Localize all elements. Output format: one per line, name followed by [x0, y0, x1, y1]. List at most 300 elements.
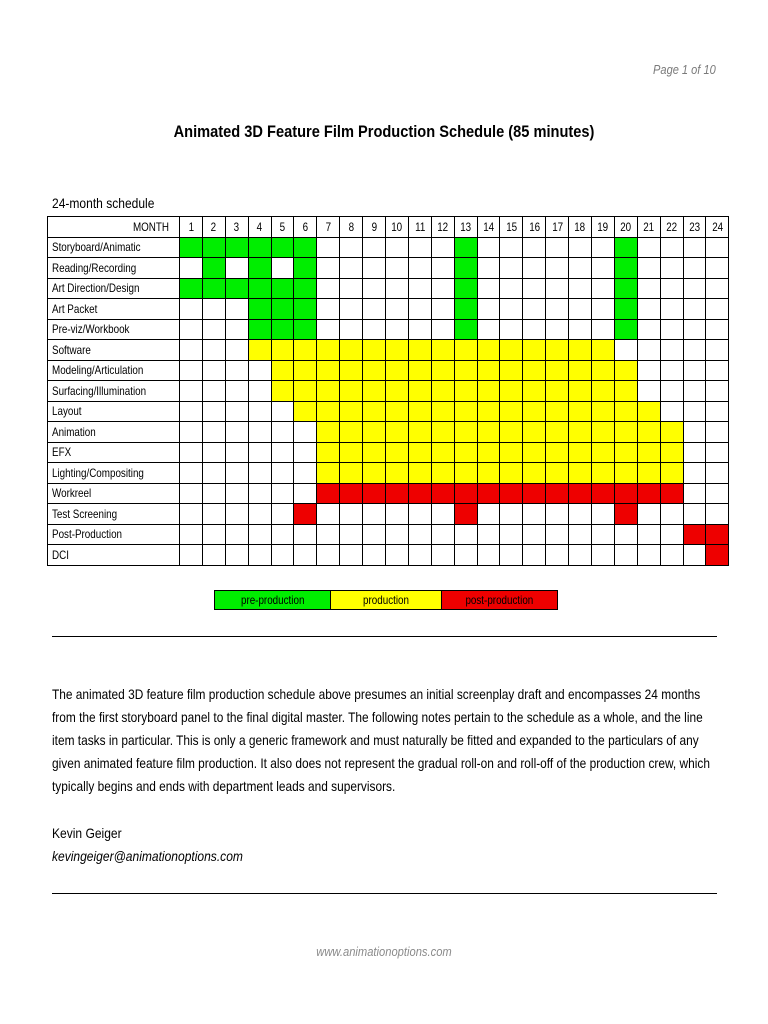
schedule-cell [363, 422, 386, 443]
schedule-cell [569, 360, 592, 381]
schedule-cell [660, 299, 683, 320]
schedule-cell [569, 278, 592, 299]
schedule-cell [660, 545, 683, 566]
schedule-cell [340, 524, 363, 545]
schedule-cell [454, 463, 477, 484]
month-header-cell: 3 [225, 217, 248, 238]
schedule-cell [202, 258, 225, 279]
schedule-cell [271, 237, 294, 258]
schedule-cell [202, 545, 225, 566]
schedule-cell [408, 545, 431, 566]
schedule-cell [706, 278, 729, 299]
schedule-cell [202, 422, 225, 443]
task-row [48, 278, 729, 299]
schedule-cell [546, 504, 569, 525]
schedule-cell [614, 483, 637, 504]
schedule-cell [180, 360, 203, 381]
schedule-cell [294, 258, 317, 279]
schedule-cell [340, 422, 363, 443]
schedule-cell [271, 422, 294, 443]
schedule-cell [225, 442, 248, 463]
schedule-cell [340, 299, 363, 320]
schedule-cell [523, 442, 546, 463]
schedule-cell [431, 299, 454, 320]
schedule-cell [180, 299, 203, 320]
schedule-cell [477, 258, 500, 279]
schedule-cell [454, 524, 477, 545]
schedule-cell [271, 319, 294, 340]
month-header-cell: 22 [660, 217, 683, 238]
schedule-cell [683, 504, 706, 525]
schedule-cell [477, 504, 500, 525]
schedule-cell [294, 442, 317, 463]
schedule-cell [477, 442, 500, 463]
schedule-cell [180, 258, 203, 279]
schedule-cell [363, 483, 386, 504]
schedule-cell [546, 360, 569, 381]
month-header-cell: 7 [317, 217, 340, 238]
schedule-cell [225, 278, 248, 299]
schedule-cell [592, 360, 615, 381]
schedule-cell [340, 483, 363, 504]
schedule-cell [248, 360, 271, 381]
schedule-cell [340, 545, 363, 566]
task-row [48, 463, 729, 484]
schedule-cell [363, 524, 386, 545]
schedule-cell [546, 319, 569, 340]
task-row [48, 545, 729, 566]
schedule-cell [546, 422, 569, 443]
schedule-cell [180, 545, 203, 566]
schedule-cell [683, 381, 706, 402]
schedule-cell [248, 545, 271, 566]
schedule-cell [614, 524, 637, 545]
schedule-cell [271, 504, 294, 525]
schedule-cell [523, 237, 546, 258]
schedule-cell [546, 483, 569, 504]
schedule-cell [523, 545, 546, 566]
schedule-cell [569, 319, 592, 340]
schedule-cell [614, 504, 637, 525]
schedule-cell [454, 401, 477, 422]
schedule-cell [225, 340, 248, 361]
schedule-cell [386, 422, 409, 443]
schedule-cell [225, 319, 248, 340]
schedule-cell [271, 524, 294, 545]
schedule-cell [202, 237, 225, 258]
schedule-cell [683, 545, 706, 566]
schedule-cell [408, 463, 431, 484]
schedule-cell [317, 422, 340, 443]
schedule-cell [248, 483, 271, 504]
schedule-cell [363, 463, 386, 484]
schedule-cell [317, 483, 340, 504]
schedule-cell [546, 463, 569, 484]
schedule-cell [523, 381, 546, 402]
schedule-cell [500, 360, 523, 381]
schedule-cell [477, 483, 500, 504]
schedule-cell [592, 278, 615, 299]
schedule-cell [202, 524, 225, 545]
schedule-cell [202, 504, 225, 525]
schedule-cell [500, 422, 523, 443]
schedule-cell [431, 442, 454, 463]
schedule-cell [683, 360, 706, 381]
schedule-cell [408, 319, 431, 340]
schedule-cell [431, 258, 454, 279]
schedule-cell [569, 545, 592, 566]
schedule-cell [248, 299, 271, 320]
task-label: Art Packet [48, 299, 180, 320]
schedule-cell [340, 442, 363, 463]
schedule-cell [386, 278, 409, 299]
task-label: Reading/Recording [48, 258, 180, 279]
task-label: Pre-viz/Workbook [48, 319, 180, 340]
schedule-cell [477, 545, 500, 566]
schedule-cell [202, 463, 225, 484]
schedule-cell [546, 442, 569, 463]
schedule-cell [340, 401, 363, 422]
schedule-cell [248, 504, 271, 525]
schedule-cell [592, 504, 615, 525]
schedule-cell [454, 442, 477, 463]
schedule-cell [317, 340, 340, 361]
schedule-cell [363, 299, 386, 320]
schedule-cell [294, 463, 317, 484]
task-label: DCI [48, 545, 180, 566]
schedule-cell [408, 340, 431, 361]
schedule-cell [706, 483, 729, 504]
schedule-cell [637, 360, 660, 381]
schedule-cell [569, 299, 592, 320]
schedule-cell [523, 319, 546, 340]
schedule-cell [408, 442, 431, 463]
schedule-cell [637, 340, 660, 361]
schedule-cell [592, 401, 615, 422]
month-header-cell: 14 [477, 217, 500, 238]
schedule-cell [294, 360, 317, 381]
schedule-cell [546, 340, 569, 361]
schedule-cell [592, 299, 615, 320]
task-row [48, 401, 729, 422]
task-row [48, 483, 729, 504]
schedule-cell [683, 319, 706, 340]
schedule-cell [683, 442, 706, 463]
month-header-cell: 6 [294, 217, 317, 238]
schedule-cell [408, 278, 431, 299]
schedule-cell [180, 319, 203, 340]
schedule-cell [317, 545, 340, 566]
task-row [48, 360, 729, 381]
schedule-cell [523, 258, 546, 279]
schedule-cell [454, 483, 477, 504]
schedule-cell [225, 422, 248, 443]
month-header-row [48, 217, 729, 238]
schedule-cell [248, 258, 271, 279]
schedule-cell [386, 340, 409, 361]
schedule-cell [523, 340, 546, 361]
schedule-cell [637, 483, 660, 504]
schedule-cell [340, 319, 363, 340]
schedule-cell [614, 360, 637, 381]
schedule-cell [202, 401, 225, 422]
schedule-cell [546, 381, 569, 402]
month-header-cell: 18 [569, 217, 592, 238]
schedule-cell [386, 319, 409, 340]
schedule-cell [248, 422, 271, 443]
schedule-cell [248, 319, 271, 340]
schedule-cell [248, 442, 271, 463]
schedule-cell [431, 401, 454, 422]
schedule-cell [706, 504, 729, 525]
month-header-cell: 2 [202, 217, 225, 238]
schedule-cell [683, 278, 706, 299]
month-header-cell: 15 [500, 217, 523, 238]
task-label: EFX [48, 442, 180, 463]
schedule-cell [386, 504, 409, 525]
description-paragraph: The animated 3D feature film production schedule above presumes an initial screenplay draft and encompasses 24 months from the first storyboard panel to the final digital master. The following notes pertain to the schedule as a whole, and the line item tasks in particular. This is only a generic framework and must naturally be fitted and expanded to the particulars of any given animated feature film production. It also does not represent the gradual roll-on and roll-off of the production crew, which typically begins and ends with department leads and supervisors. [52, 686, 710, 794]
schedule-cell [454, 545, 477, 566]
schedule-cell [386, 483, 409, 504]
task-label: Test Screening [48, 504, 180, 525]
schedule-cell [454, 278, 477, 299]
schedule-cell [408, 237, 431, 258]
schedule-cell [386, 360, 409, 381]
schedule-cell [271, 278, 294, 299]
schedule-cell [317, 401, 340, 422]
schedule-cell [180, 442, 203, 463]
schedule-cell [225, 381, 248, 402]
schedule-cell [614, 299, 637, 320]
schedule-cell [569, 524, 592, 545]
schedule-cell [683, 258, 706, 279]
schedule-cell [660, 504, 683, 525]
schedule-cell [294, 545, 317, 566]
schedule-cell [271, 258, 294, 279]
schedule-cell [454, 340, 477, 361]
schedule-cell [363, 319, 386, 340]
schedule-cell [386, 524, 409, 545]
month-header-cell: 13 [454, 217, 477, 238]
schedule-cell [408, 299, 431, 320]
month-header-cell: 4 [248, 217, 271, 238]
schedule-cell [592, 545, 615, 566]
schedule-cell [614, 278, 637, 299]
schedule-cell [340, 258, 363, 279]
schedule-cell [546, 545, 569, 566]
schedule-cell [546, 524, 569, 545]
schedule-cell [546, 278, 569, 299]
schedule-cell [477, 463, 500, 484]
schedule-cell [180, 278, 203, 299]
schedule-cell [340, 504, 363, 525]
schedule-cell [683, 237, 706, 258]
schedule-cell [271, 340, 294, 361]
schedule-cell [271, 483, 294, 504]
schedule-cell [386, 401, 409, 422]
schedule-cell [294, 483, 317, 504]
schedule-cell [317, 299, 340, 320]
schedule-cell [431, 504, 454, 525]
schedule-cell [569, 237, 592, 258]
schedule-cell [248, 463, 271, 484]
schedule-cell [386, 545, 409, 566]
schedule-cell [225, 299, 248, 320]
schedule-cell [592, 422, 615, 443]
schedule-cell [454, 299, 477, 320]
schedule-cell [660, 381, 683, 402]
schedule-cell [637, 504, 660, 525]
schedule-cell [592, 483, 615, 504]
schedule-cell [523, 463, 546, 484]
task-row [48, 504, 729, 525]
schedule-cell [294, 340, 317, 361]
month-header-cell: 19 [592, 217, 615, 238]
schedule-cell [500, 401, 523, 422]
month-header-cell: 17 [546, 217, 569, 238]
schedule-cell [477, 401, 500, 422]
schedule-cell [431, 381, 454, 402]
schedule-cell [683, 524, 706, 545]
schedule-cell [706, 422, 729, 443]
task-row [48, 237, 729, 258]
schedule-cell [386, 237, 409, 258]
schedule-cell [363, 504, 386, 525]
schedule-cell [317, 258, 340, 279]
schedule-cell [569, 463, 592, 484]
schedule-cell [614, 422, 637, 443]
schedule-cell [294, 278, 317, 299]
schedule-cell [363, 258, 386, 279]
schedule-table [47, 216, 729, 566]
schedule-cell [248, 381, 271, 402]
schedule-cell [477, 278, 500, 299]
schedule-cell [592, 237, 615, 258]
schedule-cell [569, 258, 592, 279]
schedule-cell [271, 360, 294, 381]
schedule-cell [500, 381, 523, 402]
schedule-cell [363, 442, 386, 463]
schedule-cell [180, 524, 203, 545]
schedule-cell [340, 237, 363, 258]
schedule-cell [454, 422, 477, 443]
schedule-cell [225, 258, 248, 279]
schedule-cell [660, 340, 683, 361]
schedule-cell [294, 422, 317, 443]
task-label: Workreel [48, 483, 180, 504]
schedule-cell [408, 258, 431, 279]
divider-top [52, 636, 717, 637]
schedule-cell [225, 504, 248, 525]
schedule-cell [340, 360, 363, 381]
schedule-cell [523, 360, 546, 381]
schedule-cell [500, 319, 523, 340]
schedule-cell [477, 422, 500, 443]
schedule-cell [614, 442, 637, 463]
schedule-cell [363, 381, 386, 402]
schedule-cell [592, 463, 615, 484]
task-row [48, 381, 729, 402]
task-label: Post-Production [48, 524, 180, 545]
schedule-cell [363, 401, 386, 422]
schedule-cell [500, 258, 523, 279]
schedule-cell [294, 524, 317, 545]
schedule-cell [294, 401, 317, 422]
schedule-cell [637, 278, 660, 299]
schedule-cell [317, 381, 340, 402]
schedule-cell [592, 381, 615, 402]
schedule-cell [202, 278, 225, 299]
task-label: Modeling/Articulation [48, 360, 180, 381]
schedule-cell [706, 360, 729, 381]
schedule-cell [248, 237, 271, 258]
schedule-cell [523, 278, 546, 299]
schedule-cell [523, 524, 546, 545]
month-header-cell: 10 [386, 217, 409, 238]
schedule-cell [271, 545, 294, 566]
schedule-cell [660, 258, 683, 279]
task-label: Software [48, 340, 180, 361]
task-row [48, 442, 729, 463]
schedule-cell [614, 545, 637, 566]
schedule-cell [614, 237, 637, 258]
schedule-cell [660, 319, 683, 340]
author-email: kevingeiger@animationoptions.com [52, 848, 243, 864]
schedule-cell [340, 463, 363, 484]
page-number: Page 1 of 10 [653, 62, 716, 77]
schedule-cell [431, 319, 454, 340]
schedule-cell [500, 237, 523, 258]
schedule-cell [248, 278, 271, 299]
month-header-cell: 12 [431, 217, 454, 238]
schedule-cell [569, 483, 592, 504]
schedule-cell [431, 237, 454, 258]
schedule-cell [363, 340, 386, 361]
schedule-cell [294, 381, 317, 402]
schedule-cell [546, 237, 569, 258]
divider-bottom [52, 893, 717, 894]
schedule-cell [431, 278, 454, 299]
schedule-cell [180, 401, 203, 422]
schedule-cell [637, 258, 660, 279]
schedule-cell [225, 360, 248, 381]
schedule-cell [500, 483, 523, 504]
schedule-cell [706, 237, 729, 258]
schedule-cell [454, 258, 477, 279]
legend-item: pre-production [214, 590, 331, 610]
schedule-cell [637, 381, 660, 402]
schedule-cell [225, 524, 248, 545]
schedule-cell [180, 504, 203, 525]
schedule-cell [569, 504, 592, 525]
schedule-cell [523, 401, 546, 422]
schedule-cell [477, 237, 500, 258]
schedule-cell [363, 278, 386, 299]
schedule-cell [546, 258, 569, 279]
schedule-cell [683, 463, 706, 484]
schedule-cell [180, 483, 203, 504]
schedule-cell [637, 319, 660, 340]
schedule-cell [408, 401, 431, 422]
schedule-cell [614, 401, 637, 422]
schedule-cell [477, 319, 500, 340]
schedule-cell [592, 340, 615, 361]
schedule-cell [180, 381, 203, 402]
schedule-cell [202, 442, 225, 463]
schedule-cell [454, 237, 477, 258]
schedule-cell [500, 504, 523, 525]
task-label: Art Direction/Design [48, 278, 180, 299]
